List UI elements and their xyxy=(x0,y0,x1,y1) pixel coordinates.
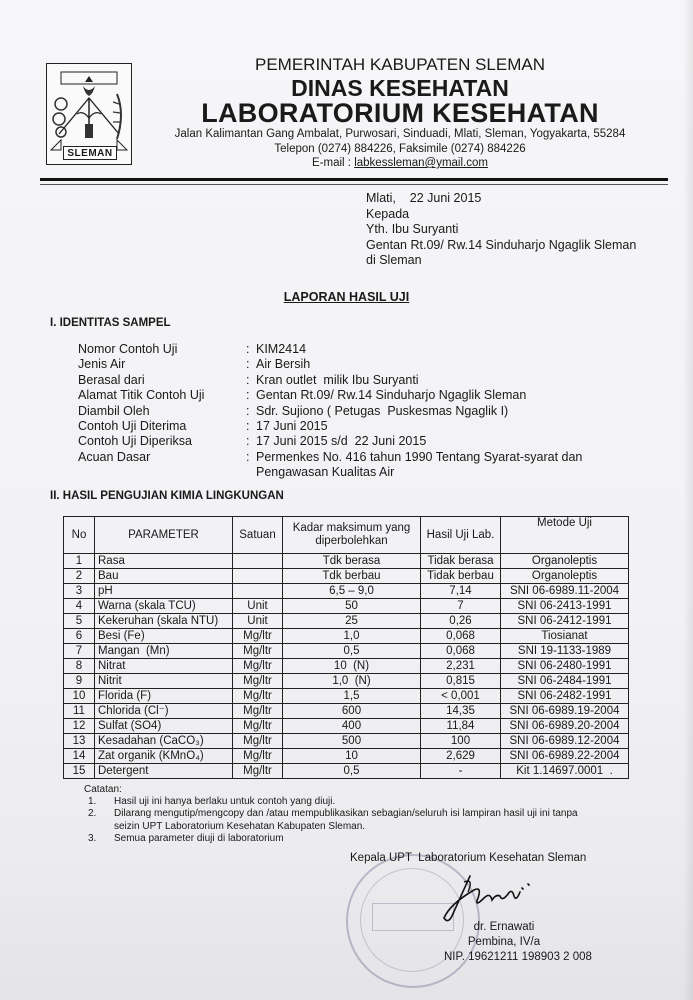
lab-address: Jalan Kalimantan Gang Ambalat, Purwosari, Sinduadi, Mlati, Sleman, Yogyakarta, 55284 xyxy=(174,128,626,140)
note-item: 3. Semua parameter diuji di laboratorium xyxy=(88,832,284,844)
table-row: 6 Besi (Fe) Mg/ltr 1,0 0,068 Tiosianat xyxy=(64,629,629,644)
table-row: 1 Rasa Tdk berasa Tidak berasa Organoleptis xyxy=(64,554,629,569)
recipient-city: di Sleman xyxy=(366,253,422,267)
notes-title: Catatan: xyxy=(84,784,122,795)
department-name: DINAS KESEHATAN xyxy=(291,75,509,101)
table-row: 5 Kekeruhan (skala NTU) Unit 25 0,26 SNI 06-2412-1991 xyxy=(64,614,629,629)
table-row: 13 Kesadahan (CaCO₃) Mg/ltr 500 100 SNI 06-6989.12-2004 xyxy=(64,734,629,749)
note-item-continued: seizin UPT Laboratorium Kesehatan Kabupaten Sleman. xyxy=(114,820,366,832)
sample-identity-list xyxy=(78,342,616,481)
lab-phone: Telepon (0274) 884226, Faksimile (0274) 884226 xyxy=(274,143,526,155)
section-identity-title: I. IDENTITAS SAMPEL xyxy=(50,317,171,329)
col-max-allowed: Kadar maksimum yang diperbolehkan xyxy=(283,517,421,554)
email-label: E-mail : xyxy=(312,157,355,169)
table-row: 3 pH 6,5 – 9,0 7,14 SNI 06-6989.11-2004 xyxy=(64,584,629,599)
recipient-block xyxy=(366,191,636,269)
identity-row-continued: Pengawasan Kualitas Air xyxy=(256,465,395,480)
lab-email-line xyxy=(140,157,660,169)
signatory-name: dr. Ernawati xyxy=(473,921,535,933)
table-row: 4 Warna (skala TCU) Unit 50 7 SNI 06-2413-1991 xyxy=(64,599,629,614)
identity-row: Jenis Air : Air Bersih xyxy=(78,357,311,372)
header-divider-thick xyxy=(40,178,668,181)
table-row: 8 Nitrat Mg/ltr 10 (N) 2,231 SNI 06-2480-1991 xyxy=(64,659,629,674)
section-results-title: II. HASIL PENGUJIAN KIMIA LINGKUNGAN xyxy=(50,490,284,502)
identity-row: Nomor Contoh Uji : KIM2414 xyxy=(78,342,307,356)
handwritten-signature-icon xyxy=(430,868,550,928)
header-divider-thin xyxy=(40,184,668,185)
table-row: 2 Bau Tdk berbau Tidak berbau Organoleptis xyxy=(64,569,629,584)
identity-row: Contoh Uji Diterima : 17 Juni 2015 xyxy=(78,419,328,434)
col-unit: Satuan xyxy=(233,517,283,554)
page-edge-shadow xyxy=(683,0,693,1000)
col-no: No xyxy=(64,517,95,554)
table-row: 15 Detergent Mg/ltr 0,5 - Kit 1.14697.0001 . xyxy=(64,764,629,779)
laboratory-name: LABORATORIUM KESEHATAN xyxy=(201,98,599,128)
identity-row: Diambil Oleh : Sdr. Sujiono ( Petugas Puskesmas Ngaglik I) xyxy=(78,403,509,418)
note-item: 1. Hasil uji ini hanya berlaku untuk contoh yang diuji. xyxy=(88,796,336,808)
table-row: 12 Sulfat (SO4) Mg/ltr 400 11,84 SNI 06-6989.20-2004 xyxy=(64,719,629,734)
table-row: 9 Nitrit Mg/ltr 1,0 (N) 0,815 SNI 06-2484-1991 xyxy=(64,674,629,689)
notes-block xyxy=(86,784,578,845)
signatory-position: Kepala UPT Laboratorium Kesehatan Sleman xyxy=(350,852,587,864)
logo-label: SLEMAN xyxy=(63,146,117,160)
government-name: PEMERINTAH KABUPATEN SLEMAN xyxy=(255,55,545,74)
signatory-nip: NIP. 19621211 198903 2 008 xyxy=(444,951,592,963)
col-parameter: PARAMETER xyxy=(95,517,233,554)
recipient-name: Yth. Ibu Suryanti xyxy=(366,222,459,236)
signatory-rank: Pembina, IV/a xyxy=(467,936,541,948)
col-method: Metode Uji xyxy=(501,517,629,554)
table-row: 11 Chlorida (Cl⁻) Mg/ltr 600 14,35 SNI 06-6989.19-2004 xyxy=(64,704,629,719)
recipient-address: Gentan Rt.09/ Rw.14 Sinduharjo Ngaglik Sleman xyxy=(366,237,637,252)
identity-row: Contoh Uji Diperiksa : 17 Juni 2015 s/d 22 Juni 2015 xyxy=(78,434,427,449)
table-row: 10 Florida (F) Mg/ltr 1,5 < 0,001 SNI 06-2482-1991 xyxy=(64,689,629,704)
col-lab-result: Hasil Uji Lab. xyxy=(421,517,501,554)
table-header-row xyxy=(64,517,629,554)
note-item: 2. Dilarang mengutip/mengcopy dan /atau mempublikasikan sebagian/seluruh isi lampiran hasil uji ini tanpa xyxy=(88,808,578,820)
report-title: LAPORAN HASIL UJI xyxy=(283,290,410,304)
table-row: 14 Zat organik (KMnO₄) Mg/ltr 10 2,629 SNI 06-6989.22-2004 xyxy=(64,749,629,764)
identity-row: Alamat Titik Contoh Uji : Gentan Rt.09/ Rw.14 Sinduharjo Ngaglik Sleman xyxy=(78,388,527,403)
sleman-regency-logo xyxy=(46,63,132,165)
identity-row: Berasal dari : Kran outlet milik Ibu Suryanti xyxy=(78,372,419,387)
recipient-to: Kepada xyxy=(366,206,410,221)
email-link[interactable]: labkessleman@ymail.com xyxy=(354,157,488,169)
table-row: 7 Mangan (Mn) Mg/ltr 0,5 0,068 SNI 19-1133-1989 xyxy=(64,644,629,659)
signature-block xyxy=(350,852,630,963)
identity-row: Acuan Dasar : Permenkes No. 416 tahun 1990 Tentang Syarat-syarat dan xyxy=(78,449,583,464)
results-table xyxy=(63,516,629,779)
place-date: Mlati, 22 Juni 2015 xyxy=(366,191,482,205)
